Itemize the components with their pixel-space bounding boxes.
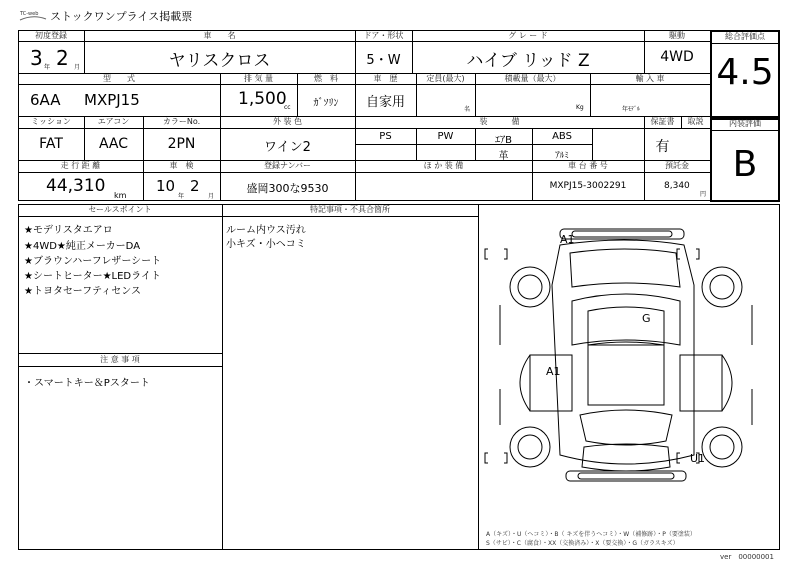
- cc-unit: cc: [284, 104, 291, 111]
- grade-value: ハイブ リッド Z: [466, 51, 590, 71]
- label-chassis-number: 車 台 番 号: [568, 161, 608, 170]
- label-color-no: カラーNo.: [162, 117, 201, 126]
- label-import-car: 輸 入 車: [635, 74, 665, 83]
- sales-point-item: ★4WD★純正メーカーDA: [24, 241, 141, 252]
- equipment-3: ｴｱB: [495, 135, 512, 146]
- label-first-registration: 初度登録: [35, 31, 67, 40]
- overall-score-label: 総合評価点: [725, 32, 765, 41]
- year-model-unit: 年ﾓﾃﾞﾙ: [622, 106, 641, 113]
- vehicle-history-value: 自家用: [365, 95, 405, 110]
- equipment-1: PS: [379, 131, 392, 142]
- equipment-2: PW: [437, 131, 454, 142]
- label-warranty: 保証書: [650, 117, 675, 126]
- label-sales-points: セールスポイント: [88, 205, 152, 214]
- displacement-value: 1,500: [238, 89, 287, 109]
- interior-score-label: 内装評価: [729, 119, 761, 128]
- label-other-equipment: ほ か 装 備: [423, 161, 464, 170]
- equipment-6: 革: [498, 151, 509, 162]
- label-caution: 注 意 事 項: [100, 355, 140, 364]
- chassis-number-value: MXPJ15-3002291: [549, 181, 627, 191]
- note-item: ルーム内ウス汚れ: [226, 225, 306, 236]
- km-unit: km: [114, 191, 127, 200]
- label-deposit: 預託金: [665, 161, 689, 170]
- inspection-month-unit: 月: [208, 193, 215, 200]
- label-inspection: 車 検: [169, 161, 194, 170]
- inspection-month: 2: [190, 177, 200, 195]
- label-drive: 駆動: [669, 31, 685, 40]
- version-label: ver 00000001: [720, 553, 774, 561]
- aircon-value: AAC: [98, 136, 129, 152]
- damage-mark-roof: G: [642, 312, 651, 325]
- label-displacement: 排 気 量: [243, 74, 274, 83]
- label-capacity: 定員(最大): [426, 74, 465, 83]
- door-type-value: 5・W: [366, 53, 401, 68]
- damage-mark-rear-right: U1: [690, 452, 706, 465]
- label-registration-number: 登録ナンバー: [263, 161, 312, 170]
- sales-point-item: ★ブラウンハーフレザーシート: [24, 256, 162, 267]
- note-item: 小キズ・小ヘコミ: [226, 239, 306, 250]
- equipment-7: ｱﾙﾐ: [555, 151, 569, 161]
- registration-number-value: 盛岡300な9530: [246, 182, 329, 195]
- month-unit: 月: [74, 64, 81, 71]
- label-notes-defects: 特記事項・不具合箇所: [310, 205, 390, 214]
- fuel-value: ｶﾞｿﾘﾝ: [313, 98, 339, 109]
- label-model: 型 式: [103, 74, 135, 83]
- label-aircon: エアコン: [97, 117, 130, 126]
- car-damage-diagram: [480, 205, 778, 549]
- damage-legend: S（サビ）・C（腐食）・XX（交換済み）・X（要交換）・G（ガラスキズ）: [486, 540, 679, 547]
- drive-value: 4WD: [660, 49, 694, 65]
- label-vehicle-history: 車 歴: [373, 74, 398, 83]
- first-registration-year: 3: [30, 46, 43, 70]
- caution-item: ・スマートキー＆Pスタート: [24, 378, 150, 389]
- inspection-year-unit: 年: [178, 193, 185, 200]
- inspection-year: 10: [156, 177, 176, 195]
- sales-point-item: ★トヨタセーフティセンス: [24, 286, 141, 297]
- page-title: ストックワンプライス掲載票: [50, 10, 193, 23]
- damage-mark-front: A1: [560, 233, 575, 246]
- equipment-4: ABS: [552, 131, 572, 142]
- model-prefix-value: 6AA: [30, 91, 61, 109]
- label-equipment: 装 備: [479, 117, 520, 126]
- label-grade: グ レ ー ド: [508, 31, 548, 40]
- sales-point-item: ★シートヒーター★LEDライト: [24, 271, 161, 282]
- damage-legend: A（キズ）・U（ヘコミ）・B（ キズを伴うヘコミ）・W（補修跡）・P（要塗装）: [486, 531, 696, 538]
- label-exterior-color: 外 装 色: [272, 117, 303, 126]
- label-door-type: ドア・形状: [363, 31, 404, 40]
- logo-text: TC-web: [20, 11, 39, 17]
- yen-unit: 円: [700, 191, 707, 198]
- car-name-value: ヤリスクロス: [168, 51, 271, 71]
- year-unit: 年: [44, 64, 51, 71]
- mileage-value: 44,310: [46, 176, 106, 196]
- label-mission: ミッション: [31, 117, 71, 126]
- interior-score-value: B: [732, 144, 758, 185]
- warranty-value: 有: [655, 139, 670, 155]
- sales-point-item: ★モデリスタエアロ: [24, 225, 113, 236]
- label-fuel: 燃 料: [314, 74, 338, 83]
- exterior-color-value: ワイン2: [264, 140, 311, 155]
- first-registration-month: 2: [56, 46, 69, 70]
- logo: [18, 9, 48, 19]
- label-mileage: 走 行 距 離: [60, 161, 101, 170]
- damage-mark-left: A1: [546, 365, 561, 378]
- model-value: MXPJ15: [84, 91, 140, 109]
- overall-score-value: 4.5: [716, 52, 774, 93]
- person-unit: 名: [464, 106, 471, 113]
- deposit-value: 8,340: [664, 181, 690, 191]
- mission-value: FAT: [39, 136, 63, 152]
- label-max-load: 積載量（最大）: [504, 74, 561, 83]
- label-manual: 取説: [687, 117, 704, 126]
- label-car-name: 車 名: [203, 31, 236, 40]
- kg-unit: Kg: [576, 104, 584, 111]
- color-no-value: 2PN: [167, 136, 196, 152]
